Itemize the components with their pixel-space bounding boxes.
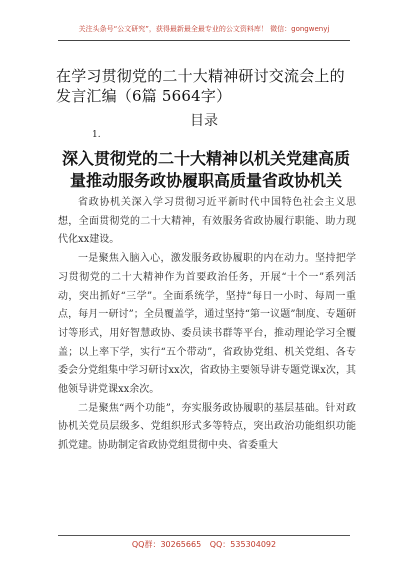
footer-divider <box>58 535 350 536</box>
body-paragraph: 省政协机关深入学习贯彻习近平新时代中国特色社会主义思想，全面贯彻党的二十大精神，有效服务省政协履行职能、助力现代化xx建设。 <box>58 197 356 246</box>
footer-contact: QQ群：30265665 QQ：535304092 <box>131 540 277 549</box>
body-paragraph: 一是聚焦入脑入心，激发服务政协履职的内在动力。坚持把学习贯彻党的二十大精神作为首要政治任务，开展“十个一”系列活动，突出抓好“三学”。全面系统学，坚持“每日一小时、每周一重点，每月一研讨”；全员覆盖学，通过坚持“第一议题”制度、专题研讨等形式，用好智慧政协、委员读书群等平台，推动理论学习全覆盖；以上率下学，实行“五个带动”，省政协党组、机关党组、各专委会分党组集中学习研讨xx次，省政协主要领导讲专题党课x次，其他领导讲党课xx余次。 <box>58 253 356 396</box>
section-body <box>58 194 356 456</box>
section-title: 深入贯彻党的二十大精神以机关党建高质量推动服务政协履职高质量省政协机关 <box>61 149 350 190</box>
toc-item-number: 1. <box>92 130 101 140</box>
toc-heading: 目录 <box>190 113 218 129</box>
body-paragraph: 二是聚焦“两个功能”，夯实服务政协履职的基层基础。针对政协机关党员层级多、党组织形式多等特点，突出政治功能组织功能抓党建。协助制定省政协党组贯彻中央、省委重大 <box>58 402 356 452</box>
header-banner: 关注头条号“公文研究”，获得最新最全最专业的公文资料库！ 微信：gongwenyj <box>78 25 330 33</box>
header-divider <box>58 40 350 41</box>
document-title: 在学习贯彻党的二十大精神研讨交流会上的发言汇编（6篇 5664字） <box>56 67 345 105</box>
